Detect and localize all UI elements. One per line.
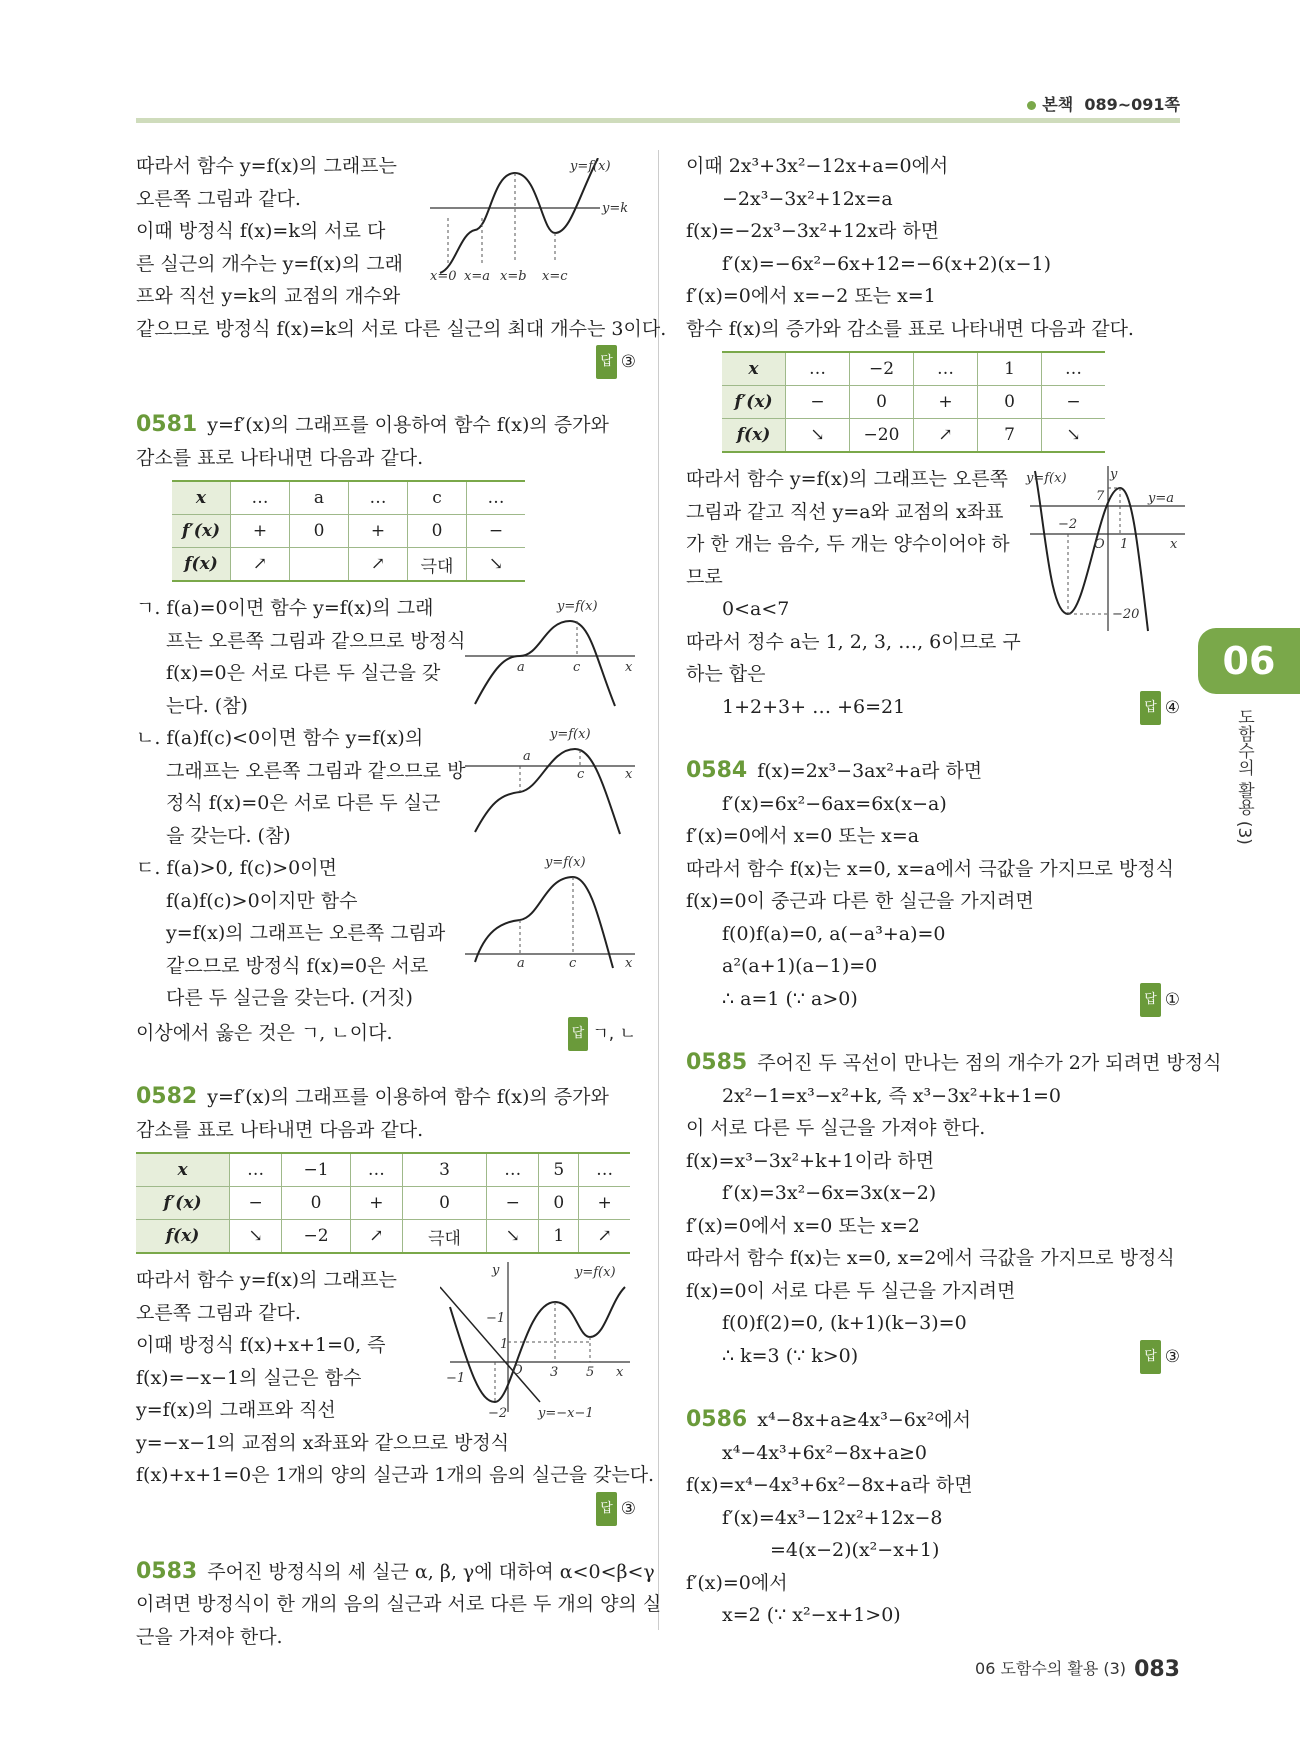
graph-label: x=b xyxy=(500,269,527,284)
text-line: 근을 가져야 한다. xyxy=(136,1625,283,1648)
graph-label: y=a xyxy=(1148,491,1174,506)
table-row xyxy=(172,548,525,582)
problem-number: 0582 xyxy=(136,1084,198,1109)
text-line: 따라서 함수 f(x)는 x=0, x=a에서 극값을 가지므로 방정식 xyxy=(686,857,1174,880)
text-line: 이상에서 옳은 것은 ㄱ, ㄴ이다. xyxy=(136,1021,393,1044)
problem-number: 0583 xyxy=(136,1558,198,1584)
text-line: f′(x)=0에서 x=−2 또는 x=1 xyxy=(686,285,936,307)
table-cell: 극대 xyxy=(408,548,467,582)
table-cell: 0 xyxy=(402,1187,486,1220)
text-line: 그래프는 오른쪽 그림과 같으므로 방 xyxy=(166,759,466,782)
problem-0581-line xyxy=(136,409,636,442)
table-cell: … xyxy=(786,352,850,386)
text-line: f′(x)=3x²−6x=3x(x−2) xyxy=(722,1182,937,1204)
bullet-dot-icon xyxy=(1027,101,1036,110)
table-cell: ↗ xyxy=(231,548,290,582)
answer-tag: 답 xyxy=(1140,983,1161,1017)
text-line: 따라서 함수 f(x)는 x=0, x=2에서 극값을 가지므로 방정식 xyxy=(686,1247,1175,1269)
graph-0581-c xyxy=(465,852,640,970)
table-0581 xyxy=(172,480,525,582)
text-line: f(0)f(a)=0, a(−a³+a)=0 xyxy=(722,922,946,945)
header-pages: 089~091쪽 xyxy=(1084,95,1180,114)
header-rule xyxy=(136,118,1180,123)
curve-y-fx xyxy=(440,158,598,273)
graph-label: y=f(x) xyxy=(1026,471,1067,486)
text-line: f(x)=x⁴−4x³+6x²−8x+a라 하면 xyxy=(686,1474,973,1496)
header-book: 본책 xyxy=(1042,95,1074,114)
table-cell: … xyxy=(349,481,408,515)
chapter-title-vertical: 도함수의 활용 (3) xyxy=(1234,708,1254,845)
right-column xyxy=(686,150,1222,1632)
text-line: 1+2+3+ … +6=21 xyxy=(722,695,906,718)
table-cell: 0 xyxy=(850,386,914,419)
table-row xyxy=(136,1187,630,1220)
graph-0582 xyxy=(440,1262,640,1422)
table-cell: − xyxy=(786,386,850,419)
text-line: 따라서 함수 y=f(x)의 그래프는 xyxy=(136,1269,397,1291)
graph-label: y=f(x) xyxy=(545,855,586,870)
answer-tag: 답 xyxy=(1140,1340,1161,1374)
problem-number: 0586 xyxy=(686,1407,748,1432)
table-cell: f′(x) xyxy=(722,386,786,419)
table-row xyxy=(722,386,1105,419)
text-line: f′(x)=0에서 x=0 또는 x=a xyxy=(686,825,920,847)
table-row xyxy=(136,1220,630,1254)
table-cell: f′(x) xyxy=(172,515,231,548)
graph-0583 xyxy=(1020,466,1190,636)
table-cell: ↘ xyxy=(487,1220,539,1254)
table-cell: − xyxy=(467,515,526,548)
problem-0582-line xyxy=(136,1081,636,1114)
answer-value: ③ xyxy=(620,1498,636,1519)
text-line: f(x)+x+1=0은 1개의 양의 실근과 1개의 음의 실근을 갖는다. xyxy=(136,1464,655,1486)
text-line: f′(x)=−6x²−6x+12=−6(x+2)(x−1) xyxy=(722,252,1051,275)
table-0583 xyxy=(722,351,1105,453)
graph-label: y=k xyxy=(602,201,629,216)
graph-label: 7 xyxy=(1096,489,1105,504)
table-cell: ↗ xyxy=(350,1220,402,1254)
graph-label: y=f(x) xyxy=(575,1265,616,1280)
table-cell: 1 xyxy=(978,352,1042,386)
table-cell: + xyxy=(914,386,978,419)
answer-tag: 답 xyxy=(1140,691,1161,725)
text-line: f′(x)=0에서 xyxy=(686,1571,788,1594)
graph-0581-a xyxy=(465,596,640,708)
text-line: f(x)=2x³−3ax²+a라 하면 xyxy=(757,760,983,782)
table-cell: − xyxy=(487,1187,539,1220)
graph-label: O xyxy=(512,1363,523,1378)
text-line: 감소를 표로 나타내면 다음과 같다. xyxy=(136,1118,424,1141)
graph-label: x xyxy=(625,956,633,970)
text-line: 따라서 정수 a는 1, 2, 3, …, 6이므로 구 xyxy=(686,630,1021,653)
table-cell: −20 xyxy=(850,419,914,453)
graph-label: O xyxy=(1094,537,1105,552)
graph-label: y=f(x) xyxy=(570,159,611,174)
graph-label: 1 xyxy=(1120,537,1129,552)
answer-tag: 답 xyxy=(568,1017,589,1051)
table-cell: 0 xyxy=(290,515,349,548)
graph-label: −1 xyxy=(486,1311,506,1326)
text-line: 함수 f(x)의 증가와 감소를 표로 나타내면 다음과 같다. xyxy=(686,317,1134,340)
table-cell: −1 xyxy=(282,1153,350,1187)
text-line: 주어진 두 곡선이 만나는 점의 개수가 2가 되려면 방정식 xyxy=(757,1052,1222,1074)
chapter-tab: 06 xyxy=(1198,628,1300,694)
text-line: 이 서로 다른 두 실근을 가져야 한다. xyxy=(686,1117,986,1139)
text-line: 을 갖는다. (참) xyxy=(166,824,291,847)
intro-graph xyxy=(430,158,640,298)
footer-chapter: 06 도함수의 활용 (3) xyxy=(975,1659,1127,1678)
text-line: 주어진 방정식의 세 실근 α, β, γ에 대하여 α<0<β<γ xyxy=(207,1560,655,1583)
text-line: 오른쪽 그림과 같다. xyxy=(136,1301,301,1324)
graph-label: −2 xyxy=(1058,517,1078,532)
graph-label: 3 xyxy=(550,1365,559,1380)
table-cell: … xyxy=(487,1153,539,1187)
text-line: 오른쪽 그림과 같다. xyxy=(136,187,301,210)
table-cell: + xyxy=(349,515,408,548)
graph-label: x xyxy=(625,660,633,675)
table-cell: f(x) xyxy=(136,1220,230,1254)
text-line: 감소를 표로 나타내면 다음과 같다. xyxy=(136,446,424,469)
graph-label: y xyxy=(492,1263,500,1278)
text-line: x⁴−8x+a≥4x³−6x²에서 xyxy=(757,1409,971,1431)
table-cell: + xyxy=(579,1187,630,1220)
text-line: f(x)=−x−1의 실근은 함수 xyxy=(136,1366,362,1389)
graph-label: x xyxy=(616,1365,624,1380)
answer-line xyxy=(136,1492,636,1526)
table-cell: + xyxy=(231,515,290,548)
table-cell: − xyxy=(1042,386,1106,419)
text-line: −2x³−3x²+12x=a xyxy=(722,187,893,210)
text-line: f(x)=−2x³−3x²+12x라 하면 xyxy=(686,220,940,242)
text-line: 따라서 함수 y=f(x)의 그래프는 오른쪽 xyxy=(686,468,1008,490)
graph-label: x=c xyxy=(542,269,568,284)
text-line: 가 한 개는 음수, 두 개는 양수이어야 하 xyxy=(686,533,1010,555)
answer-value: ④ xyxy=(1164,698,1180,718)
graph-label: y=−x−1 xyxy=(538,1406,594,1421)
table-cell: … xyxy=(230,1153,282,1187)
text-line: 이때 2x³+3x²−12x+a=0에서 xyxy=(686,155,949,177)
table-cell: − xyxy=(230,1187,282,1220)
text-line: 므로 xyxy=(686,565,723,588)
problem-0583-line xyxy=(136,1556,655,1589)
graph-label: x xyxy=(625,767,633,782)
answer-tag: 답 xyxy=(596,1492,617,1526)
graph-label: 5 xyxy=(586,1365,595,1380)
graph-label: a xyxy=(523,749,531,764)
table-cell: + xyxy=(350,1187,402,1220)
table-cell: −2 xyxy=(282,1220,350,1254)
text-line: 2x²−1=x³−x²+k, 즉 x³−3x²+k+1=0 xyxy=(722,1084,1061,1107)
problem-0585-line xyxy=(686,1047,1222,1080)
text-line: 0<a<7 xyxy=(722,598,790,620)
problem-number: 0581 xyxy=(136,412,198,437)
text-line: y=f(x)의 그래프와 직선 xyxy=(136,1399,336,1421)
table-cell: 극대 xyxy=(402,1220,486,1254)
table-cell: 0 xyxy=(539,1187,579,1220)
table-row xyxy=(136,1153,630,1187)
table-cell: 0 xyxy=(282,1187,350,1220)
text-line: ∴ a=1 (∵ a>0) xyxy=(722,987,858,1010)
table-cell: 1 xyxy=(539,1220,579,1254)
table-cell: x xyxy=(136,1153,230,1187)
answer-value: ① xyxy=(1164,990,1180,1010)
answer-value: ㄱ, ㄴ xyxy=(592,1024,636,1044)
graph-label: y=f(x) xyxy=(550,727,591,742)
table-cell: … xyxy=(350,1153,402,1187)
text-line: f(x)=0은 서로 다른 두 실근을 갖 xyxy=(166,662,441,684)
text-line: f(x)=0이 서로 다른 두 실근을 가지려면 xyxy=(686,1279,1016,1302)
text-line: f(0)f(2)=0, (k+1)(k−3)=0 xyxy=(722,1312,967,1334)
table-cell: 0 xyxy=(408,515,467,548)
page-number: 083 xyxy=(1134,1657,1180,1682)
table-cell: ↘ xyxy=(230,1220,282,1254)
text-line: f′(x)=6x²−6ax=6x(x−a) xyxy=(722,792,947,815)
text-line: 프는 오른쪽 그림과 같으므로 방정식 xyxy=(166,629,466,652)
table-row xyxy=(722,419,1105,453)
text-line: 이때 방정식 f(x)=k의 서로 다 xyxy=(136,220,386,242)
table-cell: ↘ xyxy=(1042,419,1106,453)
table-cell: … xyxy=(579,1153,630,1187)
table-row xyxy=(172,481,525,515)
graph-label: −2 xyxy=(488,1406,508,1421)
text-line: y=f′(x)의 그래프를 이용하여 함수 f(x)의 증가와 xyxy=(207,414,609,436)
text-line: 같으므로 방정식 f(x)=k의 서로 다른 실근의 최대 개수는 3이다. xyxy=(136,317,667,340)
curve xyxy=(475,749,620,834)
graph-label: a xyxy=(517,956,525,970)
text-line: x=2 (∵ x²−x+1>0) xyxy=(722,1604,901,1626)
text-line: ㄴ. f(a)f(c)<0이면 함수 y=f(x)의 xyxy=(136,727,424,749)
table-cell: −2 xyxy=(850,352,914,386)
page-footer xyxy=(975,1656,1180,1682)
table-cell: … xyxy=(467,481,526,515)
graph-label: −20 xyxy=(1112,607,1140,622)
graph-label: x=a xyxy=(464,269,490,284)
text-line: x⁴−4x³+6x²−8x+a≥0 xyxy=(722,1441,927,1464)
graph-0581-b xyxy=(465,724,640,836)
table-row xyxy=(172,515,525,548)
curve xyxy=(475,621,615,706)
table-cell: ↘ xyxy=(786,419,850,453)
text-line: f(a)f(c)>0이지만 함수 xyxy=(166,889,358,912)
table-cell: … xyxy=(914,352,978,386)
table-cell xyxy=(290,548,349,582)
table-cell: 5 xyxy=(539,1153,579,1187)
problem-0586-line xyxy=(686,1404,1180,1437)
text-line: 프와 직선 y=k의 교점의 개수와 xyxy=(136,285,401,307)
graph-label: c xyxy=(573,660,581,675)
text-line: 정식 f(x)=0은 서로 다른 두 실근 xyxy=(166,792,441,814)
table-cell: c xyxy=(408,481,467,515)
answer-tag: 답 xyxy=(596,345,617,379)
table-cell: f′(x) xyxy=(136,1187,230,1220)
graph-label: y xyxy=(1110,467,1118,482)
table-cell: 0 xyxy=(978,386,1042,419)
table-row xyxy=(722,352,1105,386)
table-cell: ↗ xyxy=(914,419,978,453)
column-divider xyxy=(658,150,659,1630)
text-line: 다른 두 실근을 갖는다. (거짓) xyxy=(166,987,413,1009)
text-line: ㄷ. f(a)>0, f(c)>0이면 xyxy=(136,857,337,879)
table-cell: … xyxy=(231,481,290,515)
text-line: 따라서 함수 y=f(x)의 그래프는 xyxy=(136,155,397,177)
table-cell: ↗ xyxy=(579,1220,630,1254)
table-cell: ↘ xyxy=(467,548,526,582)
text-line: 이려면 방정식이 한 개의 음의 실근과 서로 다른 두 개의 양의 실 xyxy=(136,1593,662,1615)
text-line: 는다. (참) xyxy=(166,694,248,717)
table-cell: f(x) xyxy=(722,419,786,453)
text-line: f(x)=x³−3x²+k+1이라 하면 xyxy=(686,1149,935,1172)
graph-label: x xyxy=(1170,537,1178,552)
table-cell: ↗ xyxy=(349,548,408,582)
table-cell: 7 xyxy=(978,419,1042,453)
problem-number: 0584 xyxy=(686,758,748,783)
text-line: f(x)=0이 중근과 다른 한 실근을 가지려면 xyxy=(686,890,1034,912)
answer-line xyxy=(136,345,636,379)
table-cell: … xyxy=(1042,352,1106,386)
text-line: 하는 합은 xyxy=(686,663,766,685)
curve xyxy=(450,1287,625,1402)
table-cell: f(x) xyxy=(172,548,231,582)
text-line: 그림과 같고 직선 y=a와 교점의 x좌표 xyxy=(686,500,1004,523)
text-line: =4(x−2)(x²−x+1) xyxy=(770,1539,940,1561)
text-line: 이때 방정식 f(x)+x+1=0, 즉 xyxy=(136,1334,386,1356)
text-line: 른 실근의 개수는 y=f(x)의 그래 xyxy=(136,252,403,275)
text-line: ∴ k=3 (∵ k>0) xyxy=(722,1344,859,1367)
table-cell: x xyxy=(172,481,231,515)
graph-label: 1 xyxy=(500,1337,509,1352)
graph-label: y=f(x) xyxy=(557,599,598,614)
problem-number: 0585 xyxy=(686,1050,748,1075)
text-line: y=−x−1의 교점의 x좌표와 같으므로 방정식 xyxy=(136,1431,510,1454)
table-cell: x xyxy=(722,352,786,386)
text-line: ㄱ. f(a)=0이면 함수 y=f(x)의 그래 xyxy=(136,597,434,619)
text-line: y=f′(x)의 그래프를 이용하여 함수 f(x)의 증가와 xyxy=(207,1086,609,1108)
graph-label: x=0 xyxy=(430,269,457,284)
problem-0584-line xyxy=(686,755,1180,788)
page-header xyxy=(1027,92,1180,115)
answer-value: ③ xyxy=(1164,1347,1180,1367)
graph-label: −1 xyxy=(446,1371,466,1386)
text-line: f′(x)=0에서 x=0 또는 x=2 xyxy=(686,1214,920,1237)
text-line: a²(a+1)(a−1)=0 xyxy=(722,955,878,977)
table-0582 xyxy=(136,1152,630,1254)
text-line: f′(x)=4x³−12x²+12x−8 xyxy=(722,1506,943,1529)
graph-label: a xyxy=(517,660,525,675)
table-cell: 3 xyxy=(402,1153,486,1187)
table-cell: a xyxy=(290,481,349,515)
graph-label: c xyxy=(577,767,585,782)
graph-label: c xyxy=(569,956,577,970)
text-line: y=f(x)의 그래프는 오른쪽 그림과 xyxy=(166,922,446,944)
answer-value: ③ xyxy=(620,352,636,372)
text-line: 같으므로 방정식 f(x)=0은 서로 xyxy=(166,954,429,977)
